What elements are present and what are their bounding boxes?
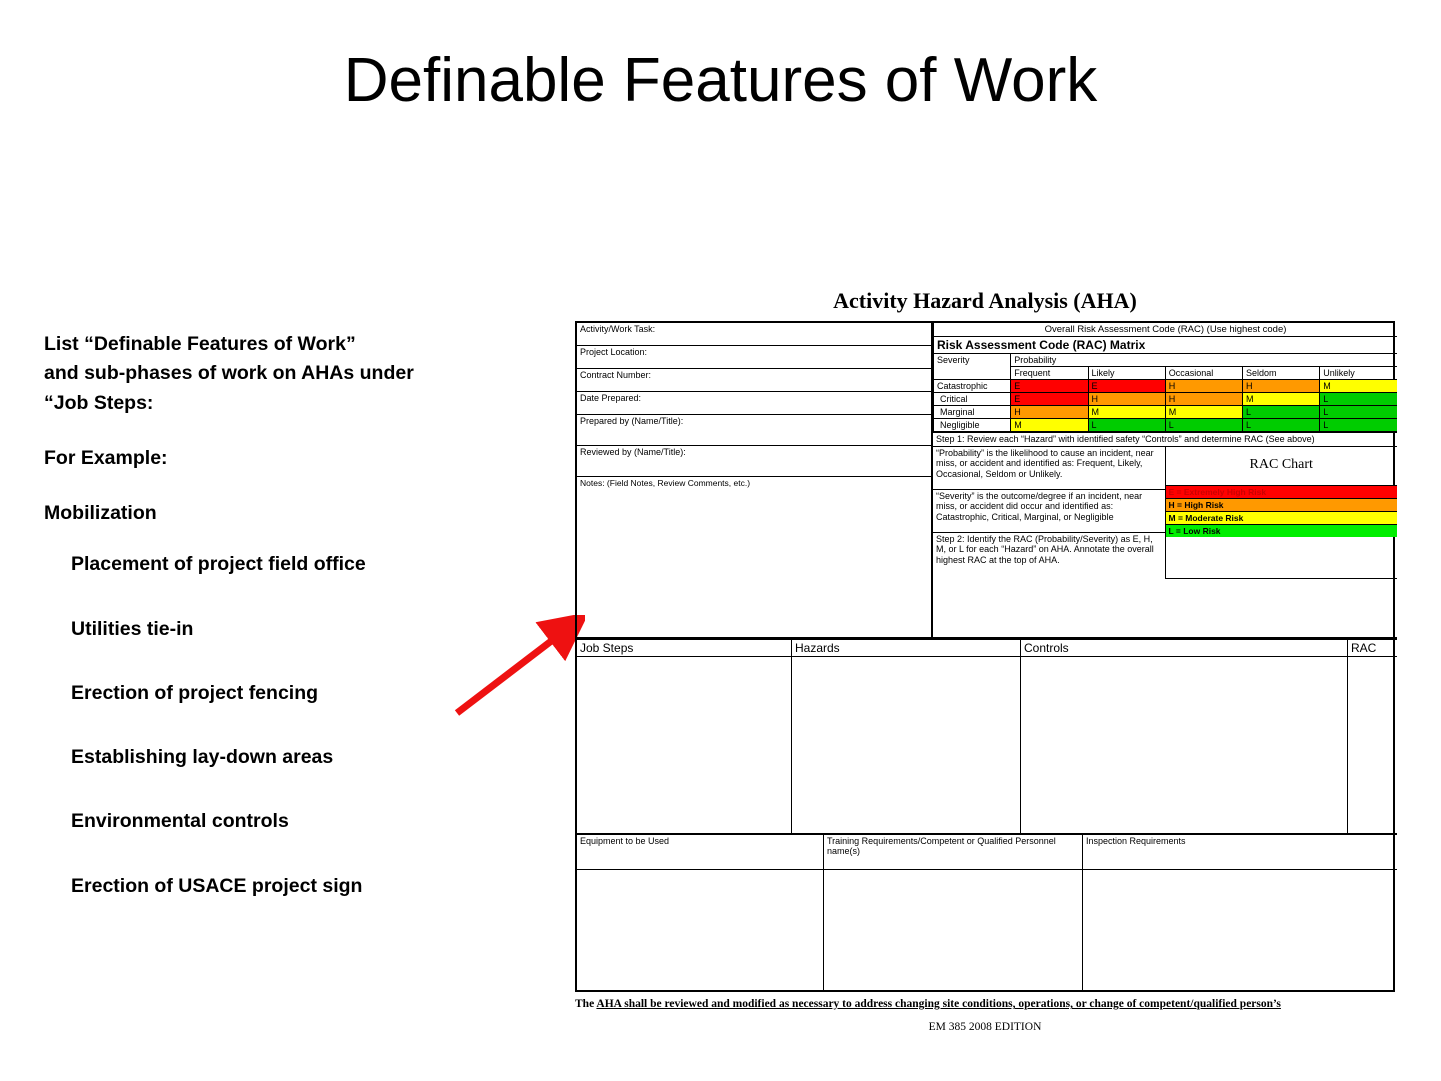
lead-line-1: List “Definable Features of Work” bbox=[44, 333, 356, 355]
lead-line-3: “Job Steps: bbox=[44, 391, 154, 414]
red-arrow-icon bbox=[445, 615, 585, 725]
list-item: Utilities tie-in bbox=[71, 617, 194, 640]
rac-chart-title: RAC Chart bbox=[1249, 456, 1313, 472]
rac-step-1: Step 1: Review each “Hazard” with identified safety “Controls” and determine RAC (See above) bbox=[933, 433, 1397, 447]
matrix-cell: L bbox=[1320, 419, 1397, 432]
severity-row-marginal: Marginal bbox=[934, 406, 1011, 419]
aha-left-info-cell bbox=[577, 323, 933, 638]
page-title: Definable Features of Work bbox=[343, 46, 1098, 115]
cell-job-steps[interactable] bbox=[577, 657, 792, 834]
header-job-steps: Job Steps bbox=[577, 639, 792, 657]
job-steps-table bbox=[577, 638, 1397, 833]
prob-col-likely: Likely bbox=[1088, 367, 1165, 380]
header-rac: RAC bbox=[1348, 639, 1398, 657]
aha-top-section bbox=[577, 323, 1397, 638]
matrix-cell: L bbox=[1320, 406, 1397, 419]
aha-outer-box bbox=[575, 321, 1395, 992]
field-date-prepared[interactable]: Date Prepared: bbox=[577, 392, 932, 415]
matrix-cell: L bbox=[1243, 406, 1320, 419]
matrix-cell: H bbox=[1011, 406, 1088, 419]
header-hazards: Hazards bbox=[792, 639, 1021, 657]
prob-col-frequent: Frequent bbox=[1011, 367, 1088, 380]
phase-label: Mobilization bbox=[44, 502, 157, 524]
cell-inspection[interactable] bbox=[1083, 870, 1398, 991]
prob-col-occasional: Occasional bbox=[1165, 367, 1242, 380]
header-equipment: Equipment to be Used bbox=[577, 834, 824, 870]
field-activity-work-task[interactable]: Activity/Work Task: bbox=[577, 323, 932, 346]
matrix-cell: H bbox=[1088, 393, 1165, 406]
severity-row-catastrophic: Catastrophic bbox=[934, 380, 1011, 393]
matrix-cell: H bbox=[1165, 393, 1242, 406]
matrix-cell: E bbox=[1011, 393, 1088, 406]
rac-legend-low: L = Low Risk bbox=[1166, 525, 1398, 537]
lead-line-2: and sub-phases of work on AHAs under bbox=[44, 362, 414, 385]
rac-probability-definition: “Probability” is the likelihood to cause an incident, near miss, or accident and identified as: Frequent, Likely, Occasional, Seldom or Unlikely. bbox=[933, 446, 1165, 489]
list-item: Establishing lay-down areas bbox=[71, 746, 334, 768]
rac-severity-definition: “Severity” is the outcome/degree if an incident, near miss, or accident did occur and identified as: Catastrophic, Critical, Marginal, or Negligible bbox=[933, 489, 1165, 532]
field-reviewed-by[interactable]: Reviewed by (Name/Title): bbox=[577, 446, 932, 477]
rac-steps-table bbox=[933, 432, 1397, 579]
matrix-cell: M bbox=[1088, 406, 1165, 419]
matrix-cell: L bbox=[1243, 419, 1320, 432]
bottom-requirements-table bbox=[577, 833, 1397, 990]
rac-chart-cell bbox=[1165, 446, 1397, 579]
matrix-cell: M bbox=[1320, 380, 1397, 393]
severity-row-critical: Critical bbox=[934, 393, 1011, 406]
matrix-cell: E bbox=[1088, 380, 1165, 393]
list-item: Erection of project fencing bbox=[71, 681, 319, 704]
field-contract-number[interactable]: Contract Number: bbox=[577, 369, 932, 392]
header-inspection: Inspection Requirements bbox=[1083, 834, 1398, 870]
footer-underlined-text: AHA shall be reviewed and modified as necessary to address changing site conditions, operations, or change of competent/qualified person’s bbox=[596, 998, 1281, 1010]
matrix-cell: H bbox=[1243, 380, 1320, 393]
aha-footer-note bbox=[575, 998, 1395, 1010]
cell-controls[interactable] bbox=[1021, 657, 1348, 834]
example-label: For Example: bbox=[44, 446, 168, 469]
matrix-cell: L bbox=[1320, 393, 1397, 406]
cell-rac[interactable] bbox=[1348, 657, 1398, 834]
matrix-cell: E bbox=[1011, 380, 1088, 393]
rac-legend-moderate: M = Moderate Risk bbox=[1166, 512, 1398, 525]
field-notes[interactable]: Notes: (Field Notes, Review Comments, etc.) bbox=[577, 477, 932, 638]
severity-row-negligible: Negligible bbox=[934, 419, 1011, 432]
aha-left-fields-table bbox=[577, 323, 932, 637]
header-controls: Controls bbox=[1021, 639, 1348, 657]
rac-step-2: Step 2: Identify the RAC (Probability/Severity) as E, H, M, or L for each “Hazard” on AHA. Annotate the overall highest RAC at the top of AHA. bbox=[933, 532, 1165, 579]
field-project-location[interactable]: Project Location: bbox=[577, 346, 932, 369]
rac-legend-extremely-high: E = Extremely High Risk bbox=[1166, 486, 1398, 499]
prob-col-seldom: Seldom bbox=[1243, 367, 1320, 380]
severity-label: Severity bbox=[934, 354, 1011, 380]
matrix-cell: M bbox=[1011, 419, 1088, 432]
footer-prefix: The bbox=[575, 998, 597, 1010]
rac-legend bbox=[1166, 485, 1398, 537]
aha-rac-cell bbox=[933, 323, 1398, 638]
matrix-cell: M bbox=[1165, 406, 1242, 419]
probability-label: Probability bbox=[1011, 354, 1397, 367]
aha-edition: EM 385 2008 EDITION bbox=[928, 1021, 1042, 1033]
header-training: Training Requirements/Competent or Qualified Personnel name(s) bbox=[824, 834, 1083, 870]
overall-rac-label: Overall Risk Assessment Code (RAC) (Use highest code) bbox=[934, 323, 1398, 337]
matrix-cell: H bbox=[1165, 380, 1242, 393]
rac-matrix-table bbox=[933, 323, 1397, 432]
lead-paragraph bbox=[44, 330, 544, 418]
sub-phase-list bbox=[71, 550, 544, 901]
cell-equipment[interactable] bbox=[577, 870, 824, 991]
rac-legend-high: H = High Risk bbox=[1166, 499, 1398, 512]
field-prepared-by[interactable]: Prepared by (Name/Title): bbox=[577, 415, 932, 446]
rac-matrix-title: Risk Assessment Code (RAC) Matrix bbox=[934, 337, 1398, 354]
list-item: Erection of USACE project sign bbox=[71, 874, 363, 897]
matrix-cell: M bbox=[1243, 393, 1320, 406]
matrix-cell: L bbox=[1165, 419, 1242, 432]
cell-training[interactable] bbox=[824, 870, 1083, 991]
list-item: Placement of project field office bbox=[71, 553, 366, 576]
prob-col-unlikely: Unlikely bbox=[1320, 367, 1397, 380]
aha-title: Activity Hazard Analysis (AHA) bbox=[833, 288, 1137, 313]
cell-hazards[interactable] bbox=[792, 657, 1021, 834]
aha-form bbox=[575, 288, 1395, 1033]
list-item: Environmental controls bbox=[71, 810, 289, 833]
matrix-cell: L bbox=[1088, 419, 1165, 432]
